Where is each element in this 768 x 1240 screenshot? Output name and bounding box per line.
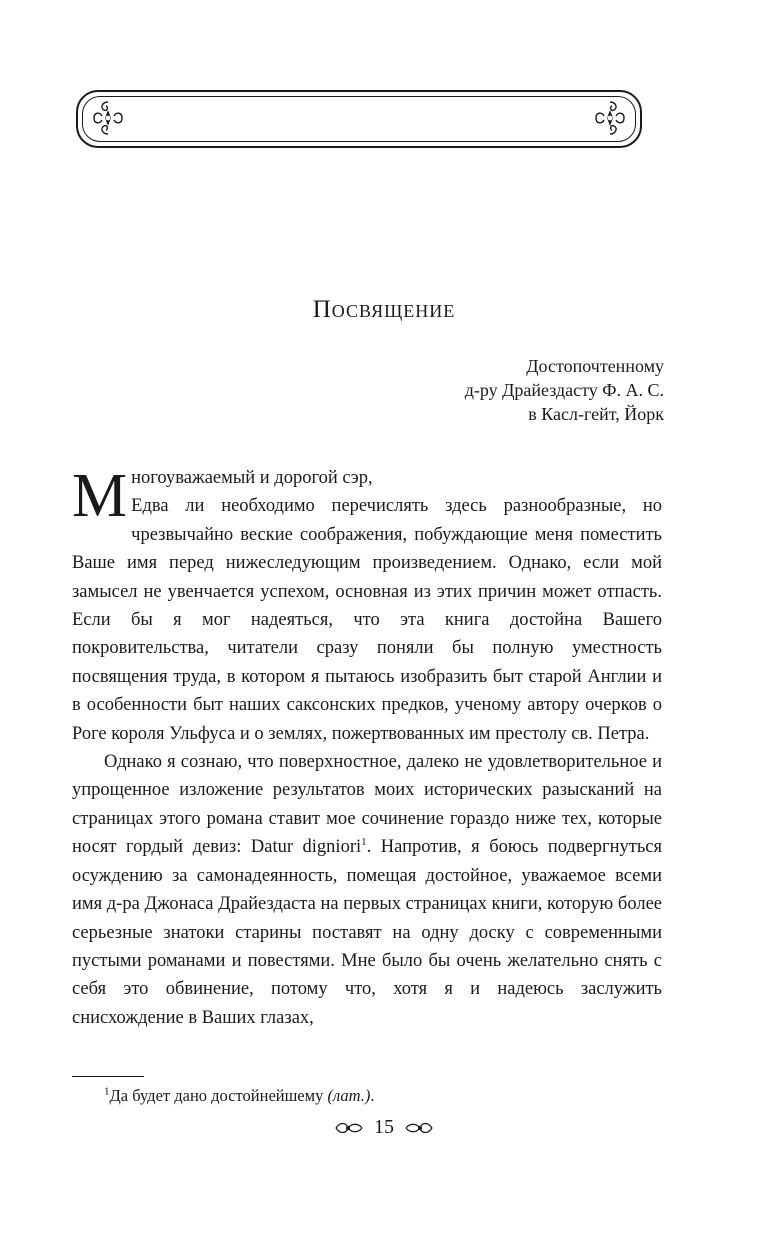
page-number: 15 bbox=[374, 1116, 394, 1138]
fleuron-footer-right-icon bbox=[404, 1119, 434, 1137]
paragraph-2-text-end: . Напротив, я боюсь подвергнуться осуждению за самонадеянность, помещая достойное, уважаемое всеми имя д-ра Джонаса Драйездаста на первых страницах книги, которую более серьезные знатоки старины поставят на одну доску с современными пустыми романами и повестями. Мне было бы очень желательно снять с себя это обвинение, потому что, хотя я и надеюсь заслужить снисхождение в Ваших глазах, bbox=[72, 837, 662, 1028]
dedication-line-3: в Касл-гейт, Йорк bbox=[528, 404, 664, 424]
footnote-lang: (лат.) bbox=[327, 1086, 371, 1105]
paragraph-1 bbox=[72, 464, 662, 748]
footnote-divider bbox=[72, 1076, 144, 1077]
fleuron-left-icon bbox=[90, 98, 126, 138]
dedication-line-1: Достопочтенному bbox=[526, 356, 664, 376]
greeting: ногоуважаемый и дорогой сэр, bbox=[131, 468, 373, 488]
paragraph-1-text: Едва ли необходимо перечислять здесь разнообразные, но чрезвычайно веские соображения, побуждающие меня поместить Ваше имя перед нижеследующим произведением. Однако, если мой замысел не увенчается успехом, основная из этих причин может отпасть. Если бы я мог надеяться, что эта книга достойна Вашего покровительства, читатели сразу поняли бы полную уместность посвящения труда, в котором я пытаюсь изобразить быт старой Англии и в особенности быт наших саксонских предков, ученому автору очерков о Роге короля Ульфуса и о землях, пожертвованных им престолу св. Петра. bbox=[72, 496, 662, 744]
header-ornament-inner-border bbox=[82, 96, 636, 142]
footnote bbox=[104, 1086, 374, 1106]
header-ornament-frame bbox=[76, 90, 642, 148]
fleuron-right-icon bbox=[592, 98, 628, 138]
drop-cap: М bbox=[72, 462, 128, 530]
paragraph-2 bbox=[72, 748, 662, 1032]
fleuron-footer-left-icon bbox=[334, 1119, 364, 1137]
footnote-text: Да будет дано достойнейшему bbox=[109, 1086, 324, 1105]
page-footer bbox=[0, 1116, 768, 1139]
dedication-line-2: д-ру Драйездасту Ф. А. С. bbox=[464, 380, 664, 400]
footnote-number: 1 bbox=[104, 1085, 110, 1098]
paragraph-2-text-start: Однако я сознаю, что поверхностное, далеко не удовлетворительное и упрощенное изложение результатов моих исторических разысканий на страницах этого романа ставит мое сочинение гораздо ниже тех, которые носят гордый девиз: Datur digniori bbox=[72, 752, 662, 858]
dedication-address bbox=[465, 354, 664, 426]
chapter-title: Посвящение bbox=[312, 296, 456, 323]
body-text bbox=[72, 464, 662, 1032]
footnote-ref[interactable]: 1 bbox=[361, 836, 367, 849]
footnote-end: . bbox=[370, 1086, 375, 1105]
